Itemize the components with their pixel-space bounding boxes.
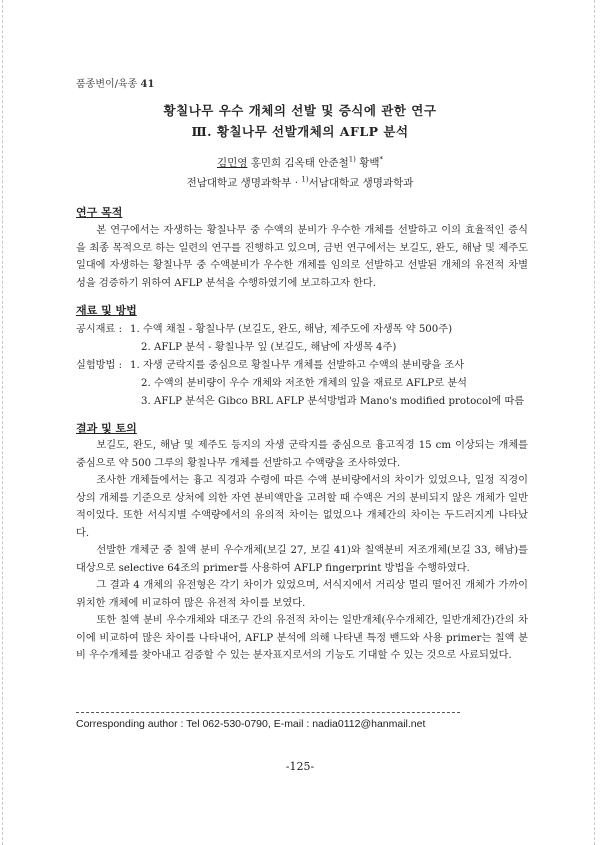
- corresponding-author-note: Corresponding author : Tel 062-530-0790, E-mail : nadia0112@hanmail.net: [76, 718, 426, 730]
- paper-subtitle: Ⅲ. 황칠나무 선발개체의 AFLP 분석: [191, 124, 409, 139]
- session-label: [76, 75, 154, 90]
- presenting-author: 김민영: [216, 157, 248, 169]
- results-paragraph-5: 또한 칠액 분비 우수개체와 대조구 간의 유전적 차이는 일반개체(우수개체간, 일반개체간)간의 차이에 비교하여 많은 차이를 나타내어, AFLP 분석에 의해 나타낸 특정 밴드와 사용 primer는 칠액 분비 우수개체를 찾아내고 검증할 수 있는 분자표지로서의 기능도 기대할 수 있는 것으로 사료되었다.: [76, 615, 528, 661]
- session-number: 41: [140, 79, 155, 90]
- affiliation: [0, 175, 600, 190]
- page-number: -125-: [285, 760, 315, 773]
- results-paragraph-3: 선발한 개체군 중 칠액 분비 우수개체(보길 27, 보길 41)와 칠액분비 저조개체(보길 33, 해남)를 대상으로 selective 64조의 primer를 사용하여 AFLP fingerprint 방법을 수행하였다.: [76, 545, 528, 574]
- purpose-heading: 연구 목적: [76, 206, 123, 219]
- experiment-item-2: 2. 수액의 분비량이 우수 개체와 저조한 개체의 잎을 재료로 AFLP로 분석: [141, 378, 468, 389]
- experiment-item-1: 1. 자생 군락지를 중심으로 황칠나무 개체를 선발하고 수액의 분비량을 조사: [130, 360, 465, 371]
- methods-heading: 재료 및 방법: [76, 304, 137, 317]
- results-paragraph-4: 그 결과 4 개체의 유전형은 각기 차이가 있었으며, 서식지에서 거리상 멀리 떨어진 개체가 가까이 위치한 개체에 비교하여 많은 유전적 차이를 보였다.: [76, 580, 528, 609]
- author-list: [0, 155, 600, 170]
- corresponding-mark: *: [379, 155, 384, 164]
- materials-item-2: 2. AFLP 분석 - 황칠나무 잎 (보길도, 해남에 자생목 4주): [141, 342, 397, 353]
- author-affil-mark: 1): [348, 155, 356, 164]
- affiliation-main: 전남대학교 생명과학부 ·: [186, 177, 302, 189]
- paper-title: 황칠나무 우수 개체의 선발 및 증식에 관한 연구: [163, 103, 437, 118]
- experiment-item-3: 3. AFLP 분석은 Gibco BRL AFLP 분석방법과 Mano's modified protocol에 따름: [141, 396, 525, 407]
- purpose-paragraph: 본 연구에서는 자생하는 황칠나무 중 수액의 분비가 우수한 개체를 선발하고 이의 효율적인 증식을 최종 목적으로 하는 일련의 연구를 진행하고 있으며, 금번 연구에서는 보길도, 완도, 해남 및 제주도 일대에 자생하는 황칠나무 중 수액분비가 우수한 개체를 임의로 선발하고 선발된 개체의 유전적 차별성을 검증하기 위하여 AFLP 분석을 수행하였기에 보고하고자 한다.: [76, 225, 528, 289]
- results-heading: 결과 및 토의: [76, 422, 137, 435]
- footnote-divider: [76, 712, 460, 713]
- affiliation-mark: 1): [301, 175, 309, 184]
- session-category: 품종변이/육종: [76, 79, 138, 90]
- co-authors: 홍민희 김옥태 안준철: [247, 157, 349, 169]
- results-paragraph-1: 보길도, 완도, 해남 및 제주도 등지의 자생 군락지를 중심으로 흉고직경 15 cm 이상되는 개체를 중심으로 약 500 그루의 황칠나무 개체를 선발하고 수액량을 조사하였다.: [76, 440, 528, 469]
- corresponding-author: 황백: [355, 157, 380, 169]
- affiliation-second: 서남대학교 생명과학과: [308, 177, 414, 189]
- experiment-label: 실험방법 :: [76, 360, 123, 371]
- results-paragraph-2: 조사한 개체들에서는 흉고 직경과 수령에 따른 수액 분비량에서의 차이가 있었으나, 일정 직경이상의 개체를 기준으로 상처에 의한 자연 분비액만을 고려할 때 수액은 거의 분비되지 않은 개체가 일반적이었다. 또한 서식지별 수액량에서의 유의적 차이는 없었으나 개체간의 차이는 두드러지게 나타났다.: [76, 475, 528, 539]
- materials-item-1: 1. 수액 채칠 - 황칠나무 (보길도, 완도, 해남, 제주도에 자생목 약 500주): [130, 324, 453, 335]
- materials-label: 공시재료 :: [76, 324, 123, 335]
